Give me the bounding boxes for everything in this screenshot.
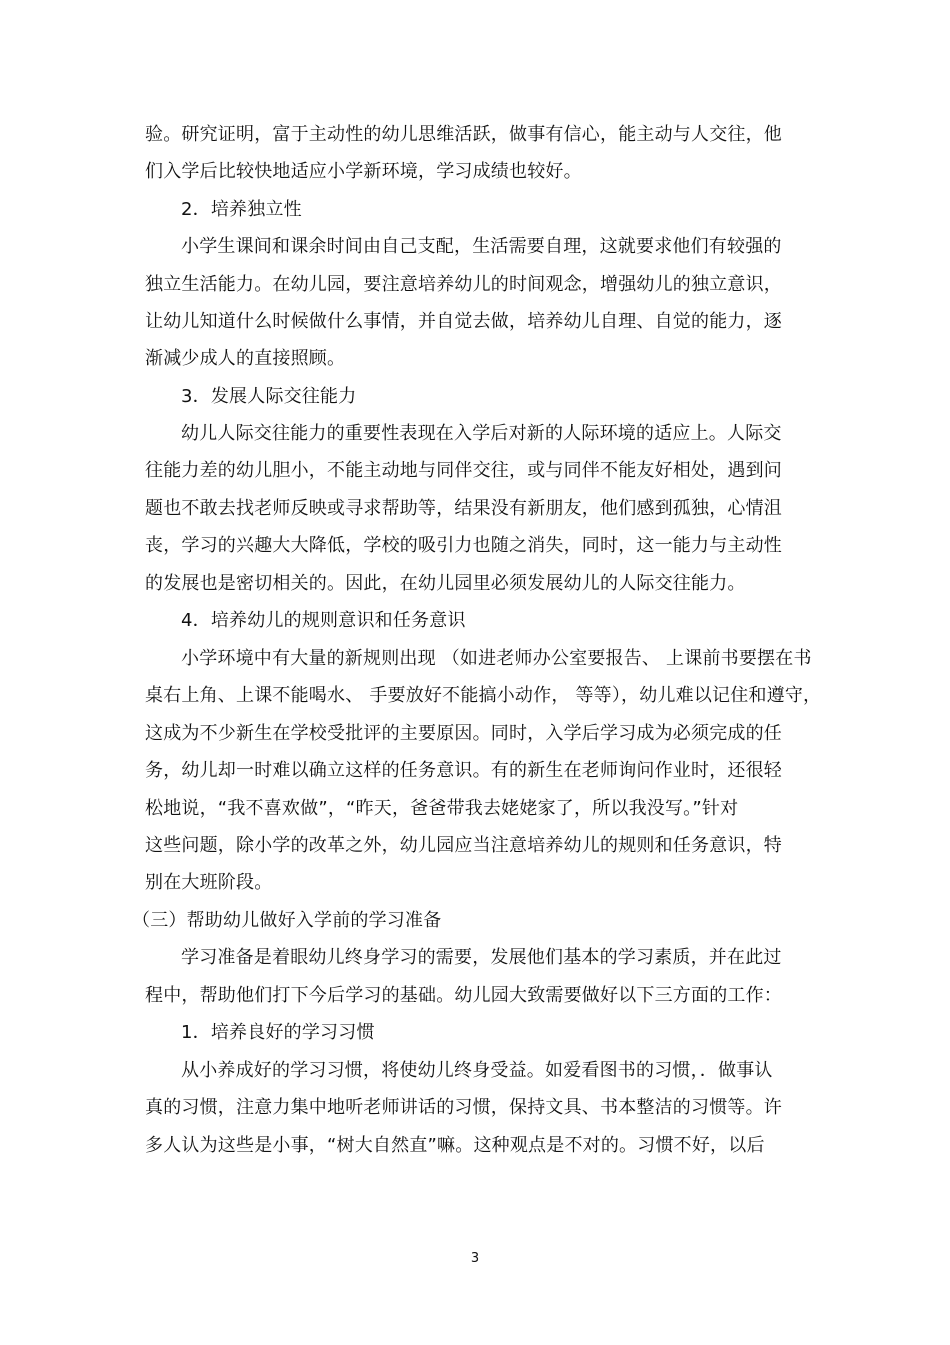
text-line: 别在大班阶段。 xyxy=(145,872,273,893)
section-heading: 2．培养独立性 xyxy=(181,199,302,220)
text-line: 学习准备是着眼幼儿终身学习的需要，发展他们基本的学习素质，并在此过 xyxy=(181,947,782,968)
text-line: 让幼儿知道什么时候做什么事情，并自觉去做，培养幼儿自理、自觉的能力，逐 xyxy=(145,311,782,332)
text-line: 验。研究证明，富于主动性的幼儿思维活跃，做事有信心，能主动与人交往，他 xyxy=(145,124,782,145)
text-line: 真的习惯，注意力集中地听老师讲话的习惯，保持文具、书本整洁的习惯等。许 xyxy=(145,1097,782,1118)
text-line: 小学生课间和课余时间由自己支配，生活需要自理，这就要求他们有较强的 xyxy=(181,236,782,257)
text-line: 们入学后比较快地适应小学新环境，学习成绩也较好。 xyxy=(145,161,582,182)
section-heading: 3．发展人际交往能力 xyxy=(181,386,357,407)
text-line: 独立生活能力。在幼儿园，要注意培养幼儿的时间观念，增强幼儿的独立意识， xyxy=(145,274,782,295)
section-heading: 4．培养幼儿的规则意识和任务意识 xyxy=(181,610,466,631)
text-line: 丧，学习的兴趣大大降低，学校的吸引力也随之消失，同时，这一能力与主动性 xyxy=(145,535,782,556)
text-line: 题也不敢去找老师反映或寻求帮助等，结果没有新朋友，他们感到孤独，心情沮 xyxy=(145,498,782,519)
page-number: 3 xyxy=(470,1251,480,1266)
text-line: 程中，帮助他们打下今后学习的基础。幼儿园大致需要做好以下三方面的工作： xyxy=(145,985,782,1006)
text-line: 的发展也是密切相关的。因此，在幼儿园里必须发展幼儿的人际交往能力。 xyxy=(145,573,746,594)
text-line: 幼儿人际交往能力的重要性表现在入学后对新的人际环境的适应上。人际交 xyxy=(181,423,782,444)
text-line: 桌右上角、上课不能喝水、 手要放好不能搞小动作， 等等），幼儿难以记住和遵守， xyxy=(145,685,822,706)
text-line: 渐减少成人的直接照顾。 xyxy=(145,348,346,369)
section-heading: 1．培养良好的学习习惯 xyxy=(181,1022,375,1043)
text-line: 小学环境中有大量的新规则出现 （如进老师办公室要报告、 上课前书要摆在书 xyxy=(181,648,812,669)
text-line: 多人认为这些是小事，“树大自然直”嘛。这种观点是不对的。习惯不好，以后 xyxy=(145,1135,765,1156)
text-line: 往能力差的幼儿胆小，不能主动地与同伴交往，或与同伴不能友好相处，遇到问 xyxy=(145,460,782,481)
text-line: 这些问题，除小学的改革之外，幼儿园应当注意培养幼儿的规则和任务意识，特 xyxy=(145,835,782,856)
chapter-heading: （三）帮助幼儿做好入学前的学习准备 xyxy=(132,910,442,931)
text-line: 这成为不少新生在学校受批评的主要原因。同时，入学后学习成为必须完成的任 xyxy=(145,723,782,744)
text-line: 松地说，“我不喜欢做”，“昨天，爸爸带我去姥姥家了，所以我没写。”针对 xyxy=(145,798,739,819)
text-line: 务，幼儿却一时难以确立这样的任务意识。有的新生在老师询问作业时，还很轻 xyxy=(145,760,782,781)
text-line: 从小养成好的学习习惯，将使幼儿终身受益。如爱看图书的习惯，．做事认 xyxy=(181,1060,773,1081)
